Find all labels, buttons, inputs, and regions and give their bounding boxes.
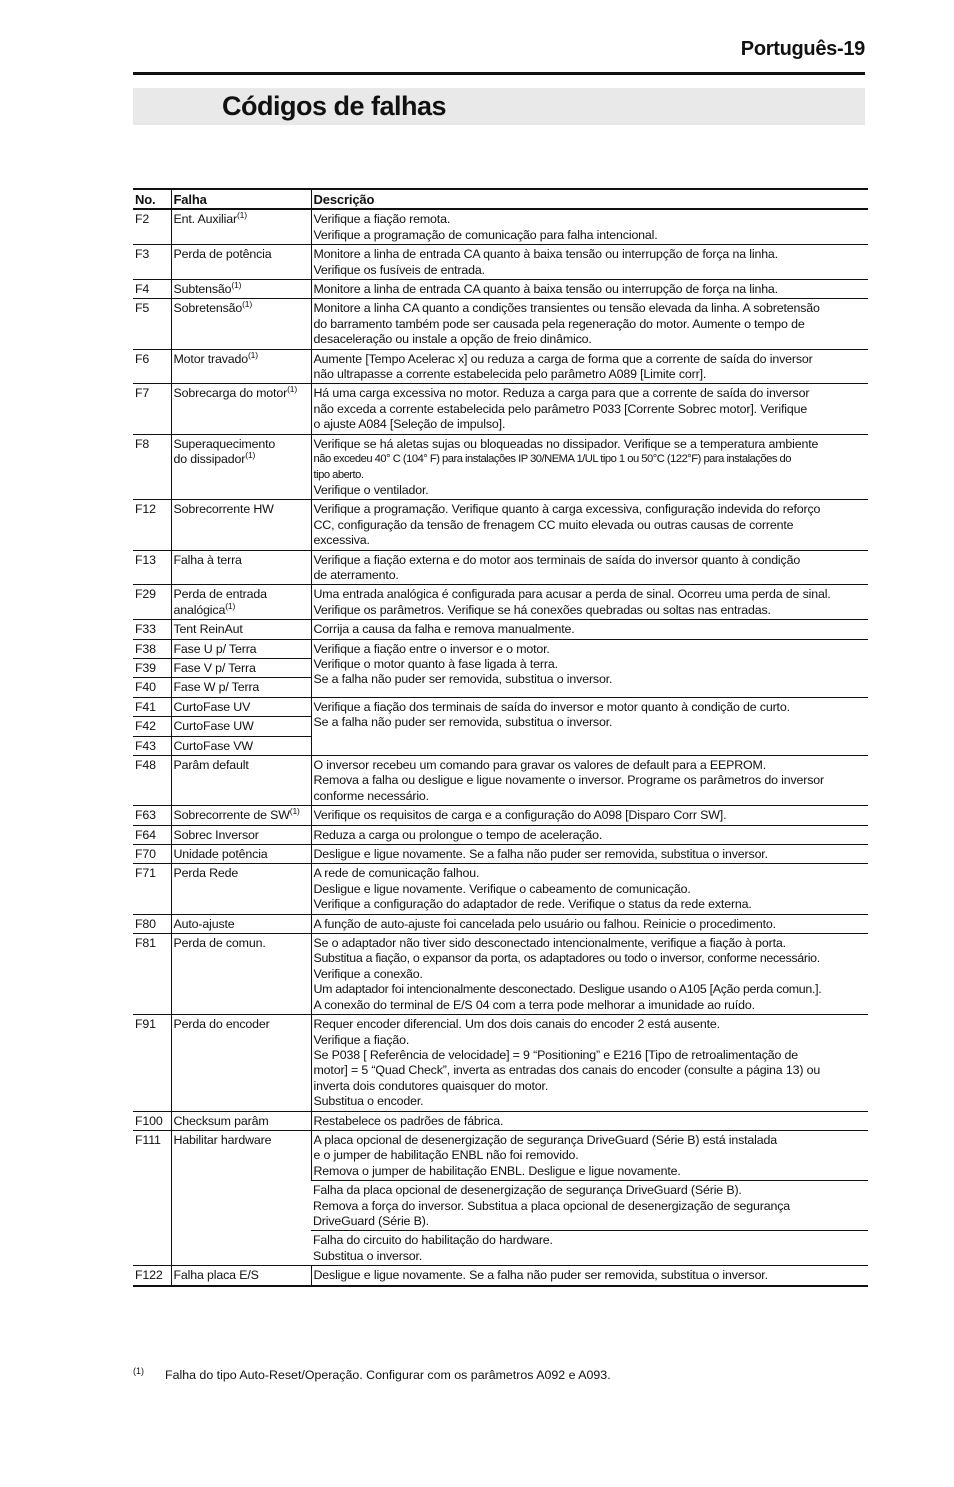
table-row <box>133 864 868 914</box>
description-line: e o jumper de habilitação ENBL não foi removido. <box>313 1148 579 1163</box>
table-row <box>133 756 868 806</box>
fault-name: Sobrecorrente HW <box>171 500 311 550</box>
fault-description <box>311 697 868 755</box>
description-line: Verifique a programação de comunicação para falha intencional. <box>313 227 658 242</box>
footnote-ref: (1) <box>225 600 236 611</box>
description-line: Se a falha não puder ser removida, substitua o inversor. <box>313 715 613 730</box>
description-line: inverta dois condutores quaisquer do motor. <box>313 1078 549 1093</box>
fault-name: Perda Rede <box>171 864 311 914</box>
fault-name: CurtoFase UW <box>171 717 311 736</box>
description-line: Verifique a configuração do adaptador de rede. Verifique o status da rede externa. <box>313 897 752 912</box>
fault-name-line <box>174 452 309 467</box>
fault-name <box>171 384 311 434</box>
description-line: Verifique a conexão. <box>313 966 423 981</box>
description-line: CC, configuração da tensão de frenagem CC muito elevada ou outras causas de corrente <box>313 517 794 532</box>
description-line: Verifique o motor quanto à fase ligada à terra. <box>313 656 558 671</box>
fault-code: F40 <box>133 678 171 697</box>
table-row <box>133 934 868 1015</box>
description-line: Verifique a fiação dos terminais de saída do inversor e motor quanto à condição de curto. <box>313 699 790 714</box>
fault-code: F38 <box>133 639 171 658</box>
fault-name-text: Motor travado <box>173 351 248 366</box>
description-line: A função de auto-ajuste foi cancelada pelo usuário ou falhou. Reinicie o procedimento. <box>313 916 776 931</box>
title-band <box>133 88 865 125</box>
footnote-mark: (1) <box>133 1366 144 1376</box>
description-line: DriveGuard (Série B). <box>313 1213 429 1228</box>
description-line: A conexão do terminal de E/S 04 com a terra pode melhorar a imunidade ao ruído. <box>313 997 755 1012</box>
fault-name: Sobrec Inversor <box>171 825 311 844</box>
description-line: o ajuste A084 [Seleção de impulso]. <box>313 417 506 432</box>
header-rule <box>133 72 865 75</box>
table-row <box>133 280 868 299</box>
table-row <box>133 384 868 434</box>
fault-name <box>171 806 311 825</box>
fault-name: Falha placa E/S <box>171 1266 311 1286</box>
description-line: Remova o jumper de habilitação ENBL. Desligue e ligue novamente. <box>313 1163 681 1178</box>
fault-code: F70 <box>133 845 171 864</box>
description-line: do barramento também pode ser causada pela regeneração do motor. Aumente o tempo de <box>313 316 805 331</box>
description-line: Remova a falha ou desligue e ligue novamente o inversor. Programe os parâmetros do inversor <box>313 773 824 788</box>
fault-description <box>311 864 868 914</box>
description-line: Substitua o inversor. <box>313 1248 423 1263</box>
description-line: Desligue e ligue novamente. Se a falha não puder ser removida, substitua o inversor. <box>313 1268 768 1283</box>
fault-name: Fase V p/ Terra <box>171 658 311 677</box>
description-line: Verifique os parâmetros. Verifique se há conexões quebradas ou soltas nas entradas. <box>313 602 771 617</box>
fault-code: F81 <box>133 934 171 1015</box>
fault-code: F39 <box>133 658 171 677</box>
description-line: Desligue e ligue novamente. Se a falha não puder ser removida, substitua o inversor. <box>313 847 768 862</box>
table-row <box>133 1266 868 1286</box>
description-line: Verifique se há aletas sujas ou bloqueadas no dissipador. Verifique se a temperatura ambiente <box>313 436 819 451</box>
fault-description <box>311 585 868 620</box>
footnote-ref: (1) <box>248 349 258 360</box>
fault-code: F4 <box>133 280 171 299</box>
fault-code: F13 <box>133 550 171 585</box>
description-line: Requer encoder diferencial. Um dos dois canais do encoder 2 está ausente. <box>313 1017 720 1032</box>
fault-description <box>311 550 868 585</box>
description-line: A rede de comunicação falhou. <box>313 866 480 881</box>
description-line: Monitore a linha de entrada CA quanto à baixa tensão ou interrupção de força na linha. <box>313 247 778 262</box>
description-line: Desligue e ligue novamente. Verifique o cabeamento de comunicação. <box>313 881 691 896</box>
description-line: Verifique a programação. Verifique quanto à carga excessiva, configuração indevida do reforço <box>313 502 821 517</box>
fault-code: F71 <box>133 864 171 914</box>
table-row <box>133 434 868 500</box>
fault-code: F111 <box>133 1130 171 1265</box>
table-row <box>133 1111 868 1130</box>
description-line: Falha da placa opcional de desenergização de segurança DriveGuard (Série B). <box>313 1183 742 1198</box>
fault-name-line <box>173 600 309 618</box>
fault-name: Habilitar hardware <box>171 1130 311 1265</box>
description-line: Falha do circuito do habilitação do hardware. <box>313 1233 553 1248</box>
fault-name-text: Sobrecorrente de SW <box>173 808 290 823</box>
fault-name-text: Sobrecarga do motor <box>173 386 288 401</box>
description-line: Verifique os requisitos de carga e a configuração do A098 [Disparo Corr SW]. <box>313 808 727 823</box>
description-line: O inversor recebeu um comando para gravar os valores de default para a EEPROM. <box>313 758 766 772</box>
description-line: A placa opcional de desenergização de segurança DriveGuard (Série B) está instalada <box>313 1132 778 1147</box>
description-line: Verifique os fusíveis de entrada. <box>313 262 485 277</box>
description-line: de aterramento. <box>313 567 399 582</box>
description-line: Verifique a fiação entre o inversor e o motor. <box>313 641 550 656</box>
fault-name-text: Sobretensão <box>173 301 243 316</box>
fault-code: F8 <box>133 434 171 500</box>
column-header-falha: Falha <box>171 189 311 209</box>
fault-name: CurtoFase VW <box>171 736 311 755</box>
fault-codes-table <box>133 188 868 1287</box>
description-line: Verifique a fiação. <box>313 1032 410 1047</box>
fault-description <box>311 1130 868 1180</box>
description-line: Aumente [Tempo Acelerac x] ou reduza a carga de forma que a corrente de saída do inversor <box>313 351 813 366</box>
fault-code: F42 <box>133 717 171 736</box>
fault-code: F7 <box>133 384 171 434</box>
fault-name: Perda de comun. <box>171 934 311 1015</box>
fault-name <box>171 349 311 384</box>
description-line: não excedeu 40° C (104° F) para instalações IP 30/NEMA 1/UL tipo 1 ou 50°C (122°F) para instalações do <box>313 453 791 466</box>
footnote-text: Falha do tipo Auto-Reset/Operação. Configurar com os parâmetros A092 e A093. <box>165 1368 611 1382</box>
description-line: Se o adaptador não tiver sido desconectado intencionalmente, verifique a fiação à porta. <box>313 936 786 951</box>
description-line: Corrija a causa da falha e remova manualmente. <box>313 622 575 637</box>
fault-description <box>311 806 868 825</box>
description-line: Se P038 [ Referência de velocidade] = 9 “Positioning” e E216 [Tipo de retroalimentação de <box>313 1047 799 1062</box>
fault-name: Fase W p/ Terra <box>171 678 311 697</box>
fault-code: F91 <box>133 1015 171 1111</box>
fault-code: F29 <box>133 585 171 620</box>
fault-code: F43 <box>133 736 171 755</box>
fault-name: Checksum parâm <box>171 1111 311 1130</box>
fault-code: F2 <box>133 209 171 244</box>
table-row <box>133 806 868 825</box>
description-line: excessiva. <box>313 533 370 548</box>
description-line: Substitua a fiação, o expansor da porta, os adaptadores ou todo o inversor, conforme necessário. <box>313 951 820 966</box>
fault-description <box>311 280 868 299</box>
fault-name: Parâm default <box>171 756 311 806</box>
page-title: Códigos de falhas <box>222 91 447 121</box>
footnote-ref: (1) <box>231 280 242 291</box>
fault-description <box>311 1266 868 1286</box>
table-header-row <box>133 189 868 209</box>
fault-name-line: Superaquecimento <box>173 436 276 451</box>
table-row <box>133 825 868 844</box>
fault-code: F100 <box>133 1111 171 1130</box>
fault-name: Unidade potência <box>171 845 311 864</box>
description-line: Verifique o ventilador. <box>313 482 429 497</box>
fault-description <box>311 434 868 500</box>
description-line: Uma entrada analógica é configurada para acusar a perda de sinal. Ocorreu uma perda de sinal. <box>313 587 831 602</box>
footnote-ref: (1) <box>287 384 298 395</box>
fault-name: CurtoFase UV <box>171 697 311 716</box>
table-row <box>133 209 868 244</box>
fault-description <box>311 620 868 639</box>
fault-code: F80 <box>133 914 171 933</box>
footnote-ref: (1) <box>242 299 253 310</box>
fault-code: F64 <box>133 825 171 844</box>
description-line: Verifique a fiação remota. <box>313 212 451 227</box>
footnote-ref: (1) <box>289 806 300 817</box>
table-row <box>133 550 868 585</box>
fault-name-line: Perda de entrada <box>173 587 267 602</box>
fault-description <box>311 1111 868 1130</box>
description-line: tipo aberto. <box>313 468 364 481</box>
fault-name-text: do dissipador <box>173 452 246 467</box>
table-row <box>133 299 868 349</box>
fault-name-text: analógica <box>173 602 226 617</box>
fault-description <box>311 349 868 384</box>
table-row <box>133 1015 868 1111</box>
fault-name: Perda de potência <box>171 245 311 280</box>
table-row <box>133 245 868 280</box>
description-line: Se a falha não puder ser removida, substitua o inversor. <box>313 672 613 687</box>
fault-description <box>311 934 868 1015</box>
fault-description <box>311 384 868 434</box>
fault-code: F3 <box>133 245 171 280</box>
description-line: Há uma carga excessiva no motor. Reduza a carga para que a corrente de saída do inversor <box>313 386 810 401</box>
fault-name: Auto-ajuste <box>171 914 311 933</box>
fault-name <box>171 585 311 620</box>
fault-name-text: Ent. Auxiliar <box>173 212 237 227</box>
table-row <box>133 1130 868 1180</box>
fault-code: F6 <box>133 349 171 384</box>
description-line: Restabelece os padrões de fábrica. <box>313 1113 504 1128</box>
fault-code: F41 <box>133 697 171 716</box>
column-header-no: No. <box>133 189 171 209</box>
fault-description <box>311 1181 868 1231</box>
fault-description <box>311 914 868 933</box>
fault-name-text: Subtensão <box>173 282 232 297</box>
fault-code: F63 <box>133 806 171 825</box>
fault-code: F5 <box>133 299 171 349</box>
fault-description <box>311 756 868 806</box>
fault-description <box>311 1015 868 1111</box>
footnote-ref: (1) <box>245 450 256 461</box>
fault-name: Tent ReinAut <box>171 620 311 639</box>
column-header-descricao: Descrição <box>311 189 868 209</box>
description-line: conforme necessário. <box>313 788 429 803</box>
fault-description <box>311 500 868 550</box>
description-line: motor] = 5 “Quad Check”, inverta as entradas dos canais do encoder (consulte a página 13) ou <box>313 1063 821 1078</box>
table-row <box>133 500 868 550</box>
fault-description <box>311 825 868 844</box>
fault-name: Perda do encoder <box>171 1015 311 1111</box>
fault-code: F33 <box>133 620 171 639</box>
table-row <box>133 639 868 658</box>
table-row <box>133 349 868 384</box>
footnote-ref: (1) <box>236 210 247 221</box>
fault-description <box>311 845 868 864</box>
fault-name <box>171 434 311 500</box>
description-line: Remova a força do inversor. Substitua a placa opcional de desenergização de segurança <box>313 1198 790 1213</box>
fault-name <box>171 209 311 244</box>
fault-name <box>171 299 311 349</box>
fault-code: F12 <box>133 500 171 550</box>
table-row <box>133 914 868 933</box>
fault-description <box>311 245 868 280</box>
page-number-label: Português-19 <box>740 38 865 60</box>
description-line: Reduza a carga ou prolongue o tempo de aceleração. <box>313 827 603 842</box>
description-line: Monitore a linha CA quanto a condições transientes ou tensão elevada da linha. A sobretensão <box>313 301 820 316</box>
table-row <box>133 845 868 864</box>
table-row <box>133 620 868 639</box>
description-line: não ultrapasse a corrente estabelecida pelo parâmetro A089 [Limite corr]. <box>313 367 707 382</box>
fault-description <box>311 639 868 697</box>
description-line: Substitua o encoder. <box>313 1094 424 1109</box>
description-line: Monitore a linha de entrada CA quanto à baixa tensão ou interrupção de força na linha. <box>313 282 778 297</box>
fault-name <box>171 280 311 299</box>
fault-name: Fase U p/ Terra <box>171 639 311 658</box>
fault-code: F48 <box>133 756 171 806</box>
description-line: não exceda a corrente estabelecida pelo parâmetro P033 [Corrente Sobrec motor]. Verifique <box>313 401 808 416</box>
description-line: desaceleração ou instale a opção de freio dinâmico. <box>313 332 592 347</box>
description-line: Um adaptador foi intencionalmente desconectado. Desligue usando o A105 [Ação perda comun.]. <box>313 982 822 997</box>
fault-description <box>311 299 868 349</box>
table-row <box>133 697 868 716</box>
fault-description <box>311 209 868 244</box>
description-line: Verifique a fiação externa e do motor aos terminais de saída do inversor quanto à condição <box>313 552 801 567</box>
table-row <box>133 585 868 620</box>
fault-code: F122 <box>133 1266 171 1286</box>
fault-name: Falha à terra <box>171 550 311 585</box>
fault-description <box>311 1231 868 1266</box>
